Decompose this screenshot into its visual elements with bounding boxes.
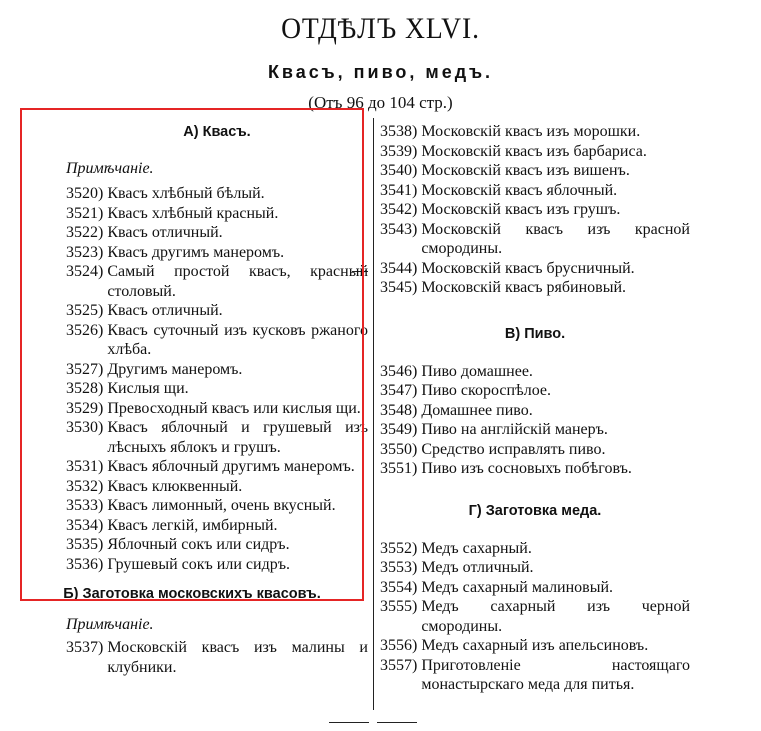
section-heading-kvas: А) Квасъ. [183, 124, 251, 140]
entry-number: 3527) [66, 360, 104, 378]
entry-number: 3533) [66, 497, 104, 514]
entry-text: Квасъ другимъ манеромъ. [107, 243, 285, 261]
entry-text: Квасъ яблочный и грушевый изъ лѣсныхъ яблокъ и грушъ. [107, 419, 368, 456]
entry-text: Московскій квасъ изъ морошки. [421, 123, 641, 140]
entry-text: Квасъ хлѣбный красный. [107, 204, 279, 222]
list-item [380, 200, 690, 220]
list-item [380, 597, 690, 636]
entry-number: 3520) [66, 185, 104, 202]
entry-text: Медъ сахарный малиновый. [421, 578, 614, 596]
entry-text: Приготовленіе настоящаго монастырскаго меда для питья. [421, 656, 690, 693]
entry-number: 3536) [66, 555, 104, 573]
entry-number: 3542) [380, 201, 418, 218]
entry-number: 3553) [380, 559, 418, 576]
entry-number: 3540) [380, 162, 418, 179]
entry-text: Пиво изъ сосновыхъ побѣговъ. [421, 460, 632, 477]
entry-text: Квасъ суточный изъ кусковъ ржаного хлѣба. [107, 321, 368, 358]
entry-number: 3552) [380, 539, 418, 557]
entry-text: Пиво на англійскій манеръ. [421, 421, 608, 438]
entry-number: 3554) [380, 578, 418, 596]
entry-text: Квасъ лимонный, очень вкусный. [107, 497, 336, 514]
entry-number: 3521) [66, 204, 104, 222]
list-item [380, 181, 690, 201]
list-item [380, 278, 690, 298]
entry-text: Домашнее пиво. [421, 401, 533, 419]
section-note-moscow: Примѣчаніе. [66, 616, 154, 633]
page-range: (Отъ 96 до 104 стр.) [308, 93, 453, 112]
entry-number: 3557) [380, 656, 418, 674]
entry-number: 3550) [380, 440, 418, 458]
entry-text: Квасъ отличный. [107, 224, 223, 241]
entry-number: 3531) [66, 458, 104, 475]
list-item [380, 656, 690, 695]
list-item [380, 420, 690, 440]
list-item [380, 401, 690, 421]
list-item [380, 636, 690, 656]
list-item [380, 220, 690, 259]
right-column [380, 118, 690, 695]
entry-text: Другимъ манеромъ. [107, 360, 243, 378]
entry-number: 3544) [380, 259, 418, 277]
entry-number: 3525) [66, 302, 104, 319]
highlight-box [20, 108, 364, 601]
column-divider [373, 118, 374, 710]
page-title: ОТДѢЛЪ XLVI. [281, 12, 480, 45]
entry-text: Превосходный квасъ или кислыя щи. [107, 399, 361, 417]
entry-text: Квасъ яблочный другимъ манеромъ. [107, 458, 355, 475]
entry-text: Средство исправлять пиво. [421, 440, 606, 458]
entry-number: 3543) [380, 220, 418, 238]
entry-text: Медъ сахарный. [421, 539, 532, 557]
entry-number: 3556) [380, 637, 418, 654]
entry-text: Пиво скороспѣлое. [421, 382, 551, 399]
entry-text: Квасъ хлѣбный бѣлый. [107, 185, 265, 202]
entry-text: Квасъ легкій, имбирный. [107, 516, 278, 534]
list-item [380, 259, 690, 279]
entry-text: Московскій квасъ изъ малины и клубники. [107, 639, 368, 676]
entry-list-beer [380, 362, 690, 479]
entry-number: 3545) [380, 279, 418, 296]
entry-number: 3535) [66, 536, 104, 553]
entry-number: 3555) [380, 598, 418, 615]
entry-text: Московскій квасъ яблочный. [421, 181, 618, 199]
entry-text: Московскій квасъ брусничный. [421, 259, 635, 277]
footer-rule-right [377, 722, 417, 723]
entry-text: Московскій квасъ рябиновый. [421, 279, 627, 296]
list-item [380, 578, 690, 598]
entry-number: 3547) [380, 382, 418, 399]
entry-text: Грушевый сокъ или сидръ. [107, 555, 290, 573]
entry-number: 3523) [66, 243, 104, 261]
list-item [380, 459, 690, 479]
entry-text: Медъ сахарный изъ апельсиновъ. [421, 637, 649, 654]
entry-text: Московскій квасъ изъ красной смородины. [421, 220, 690, 257]
entry-text: Московскій квасъ изъ барбариса. [421, 142, 647, 160]
entry-list-moscow-kvas-cont [380, 122, 690, 298]
section-heading-moscow-kvas: Б) Заготовка московскихъ квасовъ. [63, 586, 321, 602]
entry-number: 3537) [66, 639, 104, 656]
list-item [380, 161, 690, 181]
entry-text: Квасъ отличный. [107, 302, 223, 319]
entry-number: 3538) [380, 123, 418, 140]
entry-text: Самый простой квасъ, красный столовый. [107, 263, 368, 300]
entry-text: Квасъ клюквенный. [107, 477, 243, 495]
entry-number: 3546) [380, 362, 418, 380]
entry-text: Медъ отличный. [421, 559, 534, 576]
list-item [66, 638, 368, 677]
entry-number: 3549) [380, 421, 418, 438]
list-item [380, 122, 690, 142]
list-item [380, 362, 690, 382]
entry-number: 3541) [380, 181, 418, 199]
entry-text: Московскій квасъ изъ грушъ. [421, 201, 621, 218]
footer-rule-left [329, 722, 369, 723]
section-heading-mead: Г) Заготовка меда. [468, 502, 602, 519]
entry-list-mead [380, 539, 690, 695]
entry-number: 3548) [380, 401, 418, 419]
list-item [380, 381, 690, 401]
entry-number: 3529) [66, 399, 104, 417]
entry-number: 3528) [66, 380, 104, 397]
list-item [380, 539, 690, 559]
list-item [380, 440, 690, 460]
entry-number: 3530) [66, 419, 104, 436]
entry-number: 3532) [66, 477, 104, 495]
entry-text: Медъ сахарный изъ черной смородины. [421, 598, 690, 635]
list-item [380, 142, 690, 162]
entry-list-moscow-kvas [66, 638, 368, 677]
list-item [380, 558, 690, 578]
entry-number: 3539) [380, 142, 418, 160]
entry-number: 3522) [66, 224, 104, 241]
page-subtitle: Квасъ, пиво, медъ. [267, 62, 494, 82]
entry-number: 3534) [66, 516, 104, 534]
entry-text: Московскій квасъ изъ вишенъ. [421, 162, 630, 179]
entry-number: 3551) [380, 460, 418, 477]
entry-text: Кислыя щи. [107, 380, 189, 397]
section-note: Примѣчаніе. [66, 160, 154, 177]
entry-text: Пиво домашнее. [421, 362, 533, 380]
entry-text: Яблочный сокъ или сидръ. [107, 536, 290, 553]
entry-number: 3524) [66, 263, 104, 280]
section-heading-beer: В) Пиво. [504, 325, 566, 342]
entry-number: 3526) [66, 321, 104, 339]
